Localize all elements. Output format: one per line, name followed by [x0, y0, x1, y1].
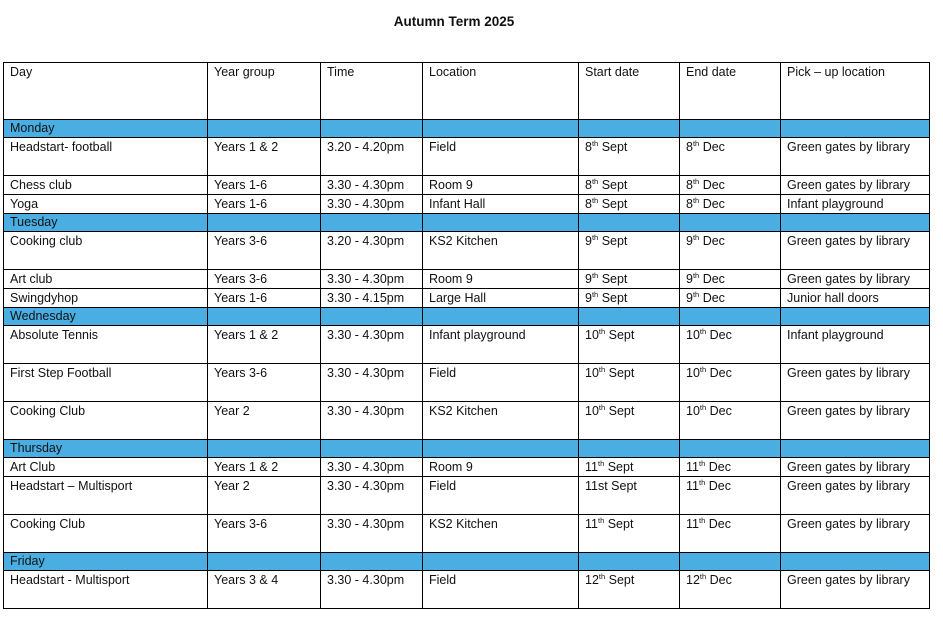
day-row-cell: [781, 120, 930, 138]
day-row-cell: [579, 214, 680, 232]
end-date-cell-suffix: th: [699, 572, 707, 581]
day-row-cell: [208, 440, 321, 458]
header-start-date: Start date: [579, 63, 680, 120]
end-date-cell-suffix: th: [692, 177, 700, 186]
end-date-cell-suffix: th: [699, 327, 707, 336]
end-date-cell-number: 8: [686, 140, 693, 154]
pickup-cell: Green gates by library: [781, 270, 930, 289]
end-date-cell-month: Dec: [705, 479, 731, 493]
end-date-cell: [680, 402, 781, 440]
end-date-cell: [680, 195, 781, 214]
year-group-cell: Years 1 & 2: [208, 326, 321, 364]
table-row: [4, 138, 930, 176]
start-date-cell-suffix: th: [591, 290, 599, 299]
end-date-cell-number: 11: [686, 517, 699, 531]
day-row-cell: [208, 553, 321, 571]
pickup-cell: Infant playground: [781, 195, 930, 214]
day-row-cell: [781, 308, 930, 326]
start-date-cell: [579, 364, 680, 402]
start-date-cell: [579, 571, 680, 609]
location-cell: KS2 Kitchen: [423, 402, 579, 440]
start-date-cell-number: 11st Sept: [585, 479, 637, 493]
day-row-cell: [208, 214, 321, 232]
end-date-cell-suffix: th: [699, 403, 707, 412]
end-date-cell: [680, 477, 781, 515]
location-cell: Room 9: [423, 458, 579, 477]
end-date-cell: [680, 232, 781, 270]
end-date-cell-number: 11: [686, 460, 699, 474]
location-cell: Infant Hall: [423, 195, 579, 214]
year-group-cell: Years 3-6: [208, 270, 321, 289]
day-row-cell: [321, 214, 423, 232]
end-date-cell-suffix: th: [698, 459, 706, 468]
end-date-cell-number: 9: [686, 272, 693, 286]
end-date-cell-month: Dec: [705, 460, 731, 474]
end-date-cell-suffix: th: [692, 196, 700, 205]
end-date-cell: [680, 458, 781, 477]
day-row-cell: [423, 214, 579, 232]
start-date-cell: [579, 402, 680, 440]
day-label: Wednesday: [4, 308, 208, 326]
activity-cell: First Step Football: [4, 364, 208, 402]
header-location: Location: [423, 63, 579, 120]
day-row: [4, 120, 930, 138]
table-row: [4, 402, 930, 440]
pickup-cell: Green gates by library: [781, 402, 930, 440]
start-date-cell-number: 10: [585, 328, 599, 342]
start-date-cell: [579, 176, 680, 195]
header-year-group: Year group: [208, 63, 321, 120]
pickup-cell: Junior hall doors: [781, 289, 930, 308]
end-date-cell-suffix: th: [699, 365, 707, 374]
header-time: Time: [321, 63, 423, 120]
start-date-cell-suffix: th: [598, 327, 606, 336]
activity-cell: Yoga: [4, 195, 208, 214]
location-cell: Room 9: [423, 176, 579, 195]
start-date-cell-number: 9: [585, 272, 592, 286]
time-cell: 3.30 - 4.15pm: [321, 289, 423, 308]
start-date-cell-month: Sept: [605, 366, 635, 380]
table-row: [4, 270, 930, 289]
end-date-cell: [680, 138, 781, 176]
start-date-cell-number: 11: [585, 460, 598, 474]
location-cell: Field: [423, 477, 579, 515]
start-date-cell-number: 12: [585, 573, 599, 587]
start-date-cell-suffix: th: [591, 271, 599, 280]
start-date-cell: [579, 270, 680, 289]
table-row: [4, 195, 930, 214]
end-date-cell-month: Dec: [699, 140, 725, 154]
activity-cell: Cooking Club: [4, 515, 208, 553]
year-group-cell: Years 3-6: [208, 364, 321, 402]
table-row: [4, 326, 930, 364]
end-date-cell-suffix: th: [692, 290, 700, 299]
time-cell: 3.20 - 4.20pm: [321, 138, 423, 176]
day-row-cell: [321, 120, 423, 138]
day-row-cell: [579, 120, 680, 138]
year-group-cell: Years 1-6: [208, 176, 321, 195]
day-row-cell: [423, 440, 579, 458]
activity-cell: Art Club: [4, 458, 208, 477]
end-date-cell-suffix: th: [692, 139, 700, 148]
start-date-cell: [579, 458, 680, 477]
start-date-cell: [579, 289, 680, 308]
year-group-cell: Years 3-6: [208, 232, 321, 270]
end-date-cell-month: Dec: [706, 328, 732, 342]
pickup-cell: Green gates by library: [781, 232, 930, 270]
end-date-cell-month: Dec: [706, 404, 732, 418]
table-row: [4, 515, 930, 553]
end-date-cell-number: 9: [686, 234, 693, 248]
start-date-cell-month: Sept: [605, 573, 635, 587]
start-date-cell-month: Sept: [605, 404, 635, 418]
end-date-cell: [680, 176, 781, 195]
start-date-cell-month: Sept: [598, 178, 628, 192]
end-date-cell: [680, 289, 781, 308]
start-date-cell-month: Sept: [604, 460, 634, 474]
start-date-cell: [579, 195, 680, 214]
table-row: [4, 289, 930, 308]
header-day: Day: [4, 63, 208, 120]
start-date-cell: [579, 232, 680, 270]
day-row-cell: [680, 440, 781, 458]
pickup-cell: Green gates by library: [781, 515, 930, 553]
day-row: [4, 553, 930, 571]
time-cell: 3.30 - 4.30pm: [321, 515, 423, 553]
day-row-cell: [781, 440, 930, 458]
start-date-cell-suffix: th: [591, 233, 599, 242]
start-date-cell-month: Sept: [598, 234, 628, 248]
activity-cell: Chess club: [4, 176, 208, 195]
activity-cell: Cooking Club: [4, 402, 208, 440]
activity-cell: Swingdyhop: [4, 289, 208, 308]
end-date-cell: [680, 270, 781, 289]
table-row: [4, 364, 930, 402]
end-date-cell-number: 9: [686, 291, 693, 305]
end-date-cell-number: 11: [686, 479, 699, 493]
pickup-cell: Green gates by library: [781, 176, 930, 195]
header-pickup-location: Pick – up location: [781, 63, 930, 120]
start-date-cell-suffix: th: [591, 196, 599, 205]
end-date-cell: [680, 515, 781, 553]
start-date-cell-suffix: th: [597, 516, 605, 525]
pickup-cell: Green gates by library: [781, 364, 930, 402]
pickup-cell: Green gates by library: [781, 477, 930, 515]
end-date-cell-number: 10: [686, 404, 700, 418]
day-row-cell: [579, 308, 680, 326]
start-date-cell-month: Sept: [605, 328, 635, 342]
year-group-cell: Years 1 & 2: [208, 458, 321, 477]
end-date-cell-suffix: th: [698, 516, 706, 525]
end-date-cell-suffix: th: [698, 478, 706, 487]
location-cell: Field: [423, 364, 579, 402]
day-row-cell: [781, 553, 930, 571]
start-date-cell-suffix: th: [597, 459, 605, 468]
time-cell: 3.30 - 4.30pm: [321, 477, 423, 515]
activity-cell: Headstart- football: [4, 138, 208, 176]
day-row-cell: [423, 553, 579, 571]
start-date-cell-suffix: th: [598, 365, 606, 374]
end-date-cell-month: Dec: [706, 366, 732, 380]
activity-cell: Headstart – Multisport: [4, 477, 208, 515]
time-cell: 3.20 - 4.30pm: [321, 232, 423, 270]
pickup-cell: Green gates by library: [781, 138, 930, 176]
end-date-cell-number: 10: [686, 366, 700, 380]
time-cell: 3.30 - 4.30pm: [321, 402, 423, 440]
day-row-cell: [321, 440, 423, 458]
start-date-cell: [579, 326, 680, 364]
day-label: Thursday: [4, 440, 208, 458]
end-date-cell-month: Dec: [705, 517, 731, 531]
start-date-cell-number: 8: [585, 197, 592, 211]
day-label: Friday: [4, 553, 208, 571]
time-cell: 3.30 - 4.30pm: [321, 176, 423, 195]
end-date-cell-number: 8: [686, 197, 693, 211]
end-date-cell-month: Dec: [699, 291, 725, 305]
start-date-cell-month: Sept: [598, 197, 628, 211]
day-row: [4, 214, 930, 232]
year-group-cell: Years 1 & 2: [208, 138, 321, 176]
location-cell: KS2 Kitchen: [423, 232, 579, 270]
time-cell: 3.30 - 4.30pm: [321, 571, 423, 609]
pickup-cell: Green gates by library: [781, 571, 930, 609]
end-date-cell: [680, 571, 781, 609]
end-date-cell-number: 12: [686, 573, 700, 587]
end-date-cell-number: 8: [686, 178, 693, 192]
page-title: Autumn Term 2025: [393, 14, 515, 29]
start-date-cell-month: Sept: [598, 291, 628, 305]
day-label: Tuesday: [4, 214, 208, 232]
year-group-cell: Years 3 & 4: [208, 571, 321, 609]
location-cell: Room 9: [423, 270, 579, 289]
table-row: [4, 571, 930, 609]
day-row: [4, 440, 930, 458]
table-row: [4, 176, 930, 195]
end-date-cell-number: 10: [686, 328, 700, 342]
time-cell: 3.30 - 4.30pm: [321, 458, 423, 477]
end-date-cell-month: Dec: [699, 234, 725, 248]
start-date-cell-suffix: th: [591, 177, 599, 186]
table-row: [4, 458, 930, 477]
start-date-cell-month: Sept: [598, 272, 628, 286]
start-date-cell-number: 8: [585, 178, 592, 192]
start-date-cell: [579, 477, 680, 515]
end-date-cell: [680, 326, 781, 364]
time-cell: 3.30 - 4.30pm: [321, 326, 423, 364]
day-row-cell: [579, 553, 680, 571]
end-date-cell: [680, 364, 781, 402]
location-cell: Large Hall: [423, 289, 579, 308]
start-date-cell-suffix: th: [598, 403, 606, 412]
day-row-cell: [579, 440, 680, 458]
table-row: [4, 232, 930, 270]
activity-cell: Headstart - Multisport: [4, 571, 208, 609]
start-date-cell-number: 10: [585, 404, 599, 418]
start-date-cell-suffix: th: [591, 139, 599, 148]
day-row-cell: [680, 308, 781, 326]
time-cell: 3.30 - 4.30pm: [321, 364, 423, 402]
start-date-cell-suffix: th: [598, 572, 606, 581]
activity-cell: Cooking club: [4, 232, 208, 270]
start-date-cell-month: Sept: [604, 517, 634, 531]
header-end-date: End date: [680, 63, 781, 120]
day-label: Monday: [4, 120, 208, 138]
day-row-cell: [680, 553, 781, 571]
start-date-cell-number: 8: [585, 140, 592, 154]
pickup-cell: Green gates by library: [781, 458, 930, 477]
day-row-cell: [781, 214, 930, 232]
year-group-cell: Years 1-6: [208, 289, 321, 308]
year-group-cell: Year 2: [208, 402, 321, 440]
end-date-cell-suffix: th: [692, 233, 700, 242]
timetable: [3, 62, 930, 609]
end-date-cell-suffix: th: [692, 271, 700, 280]
time-cell: 3.30 - 4.30pm: [321, 270, 423, 289]
end-date-cell-month: Dec: [699, 197, 725, 211]
pickup-cell: Infant playground: [781, 326, 930, 364]
day-row-cell: [208, 120, 321, 138]
day-row-cell: [423, 308, 579, 326]
start-date-cell-number: 11: [585, 517, 598, 531]
day-row: [4, 308, 930, 326]
activity-cell: Absolute Tennis: [4, 326, 208, 364]
year-group-cell: Year 2: [208, 477, 321, 515]
timetable-body: [4, 63, 930, 609]
location-cell: Field: [423, 571, 579, 609]
start-date-cell: [579, 138, 680, 176]
day-row-cell: [208, 308, 321, 326]
day-row-cell: [680, 214, 781, 232]
day-row-cell: [321, 553, 423, 571]
start-date-cell-number: 10: [585, 366, 599, 380]
start-date-cell-number: 9: [585, 291, 592, 305]
start-date-cell: [579, 515, 680, 553]
time-cell: 3.30 - 4.30pm: [321, 195, 423, 214]
location-cell: KS2 Kitchen: [423, 515, 579, 553]
year-group-cell: Years 3-6: [208, 515, 321, 553]
table-row: [4, 477, 930, 515]
year-group-cell: Years 1-6: [208, 195, 321, 214]
start-date-cell-number: 9: [585, 234, 592, 248]
day-row-cell: [423, 120, 579, 138]
location-cell: Field: [423, 138, 579, 176]
end-date-cell-month: Dec: [706, 573, 732, 587]
header-row: [4, 63, 930, 120]
activity-cell: Art club: [4, 270, 208, 289]
end-date-cell-month: Dec: [699, 272, 725, 286]
day-row-cell: [321, 308, 423, 326]
day-row-cell: [680, 120, 781, 138]
location-cell: Infant playground: [423, 326, 579, 364]
end-date-cell-month: Dec: [699, 178, 725, 192]
start-date-cell-month: Sept: [598, 140, 628, 154]
